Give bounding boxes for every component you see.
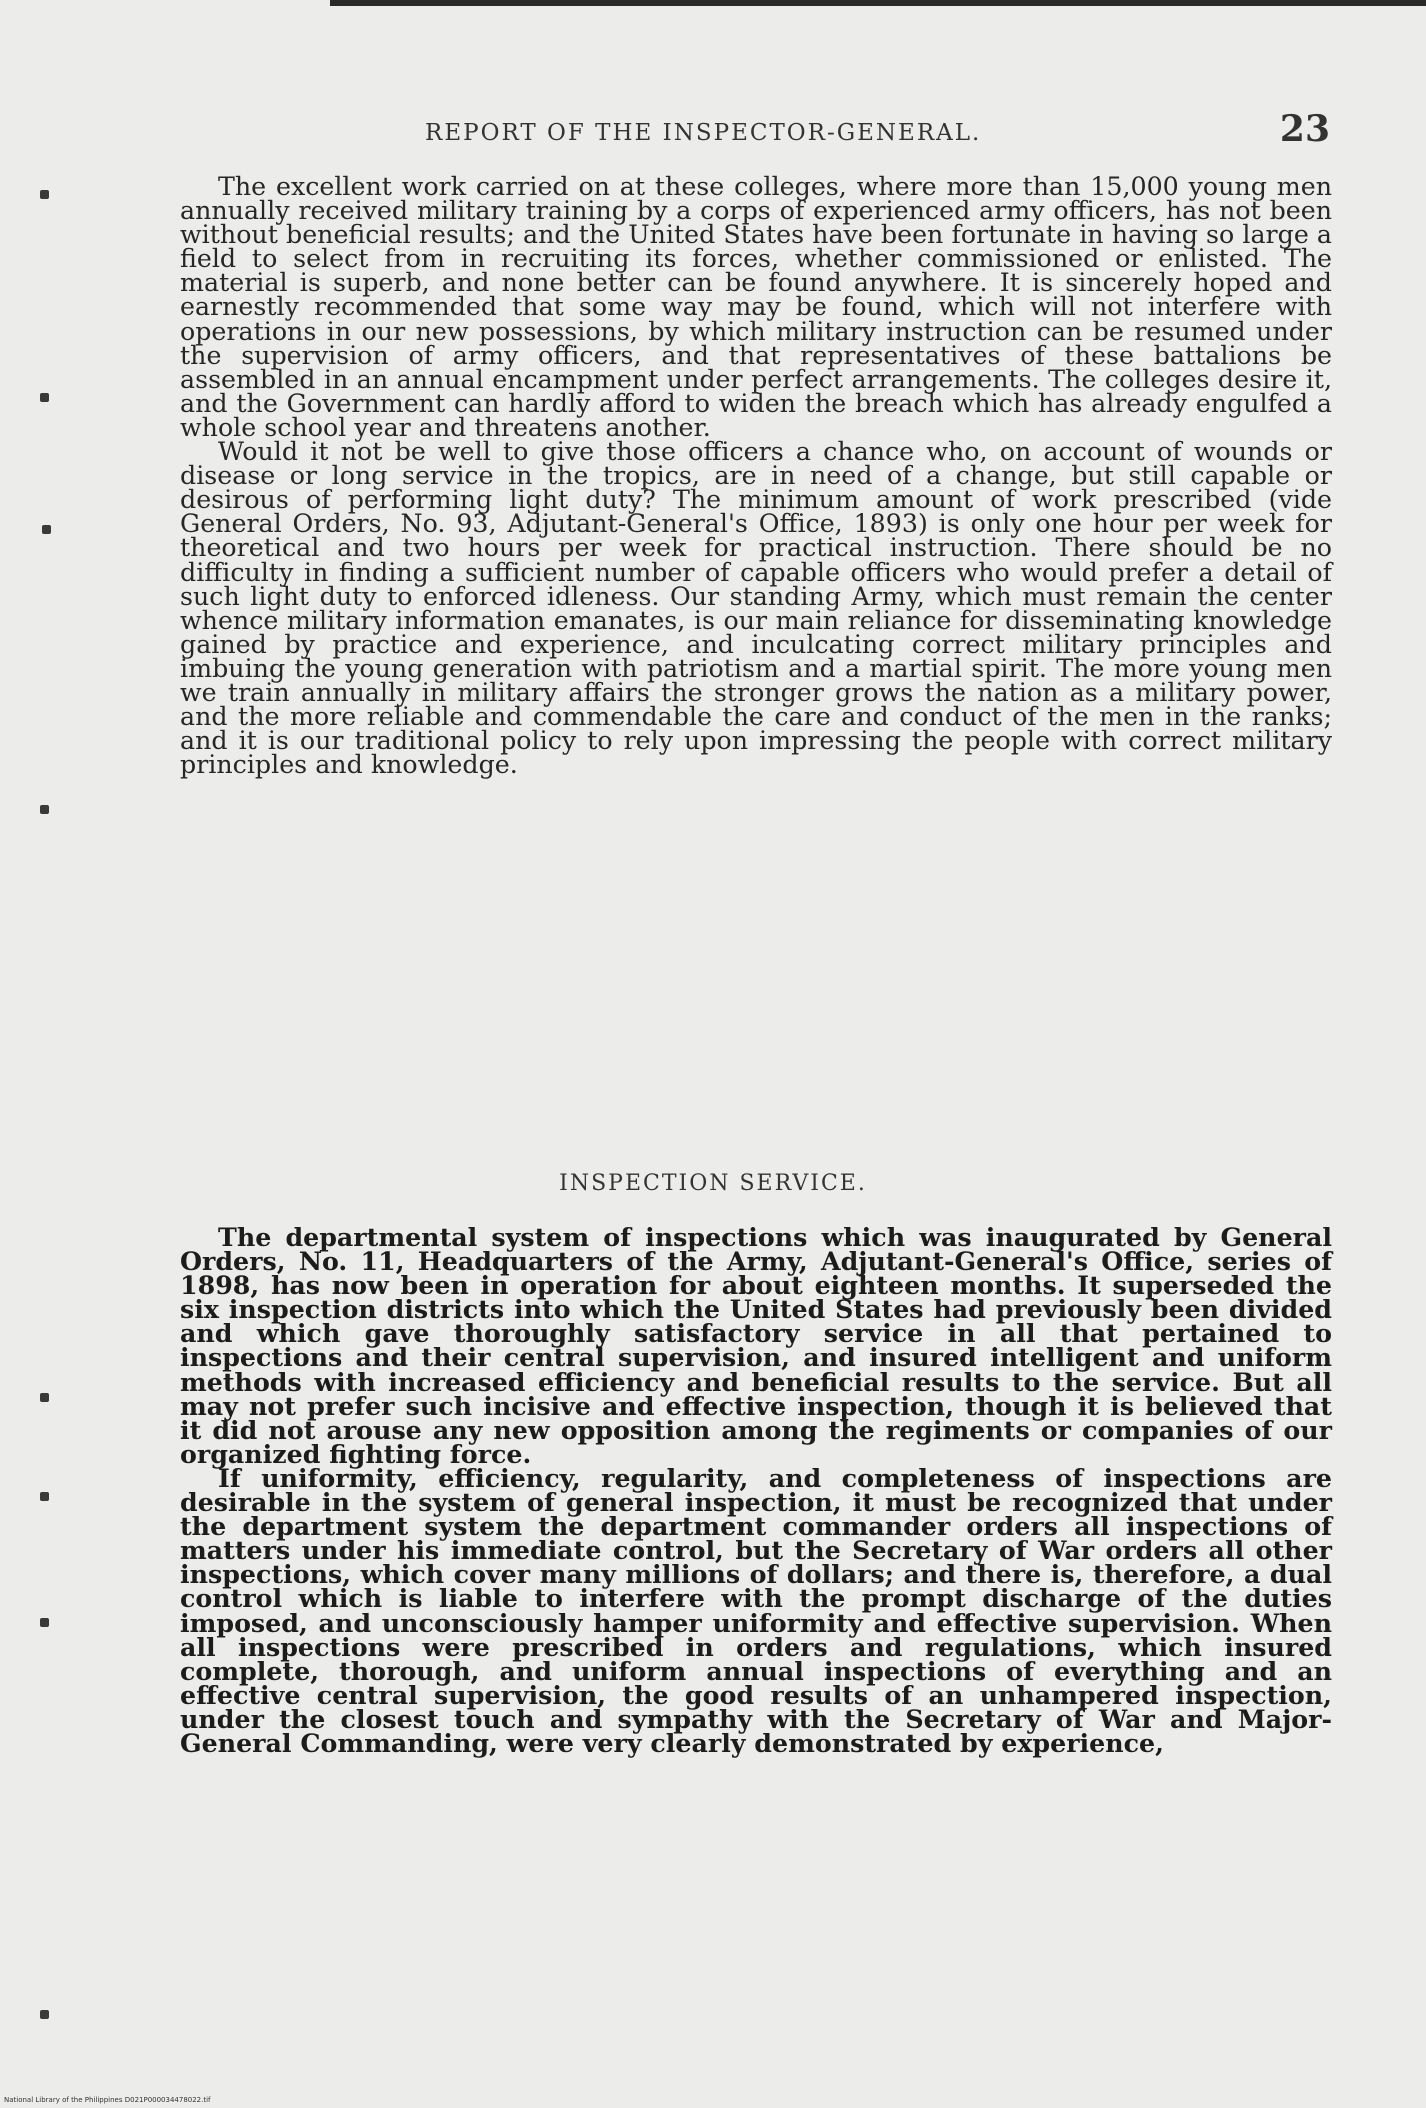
scan-footer-credit: National Library of the Philippines D021P000034478022.tif bbox=[4, 2096, 211, 2104]
binding-hole-mark bbox=[40, 1393, 49, 1402]
section-heading: INSPECTION SERVICE. bbox=[559, 1171, 867, 1196]
paragraph-uniformity: If uniformity, efficiency, regularity, and completeness of inspections are desirable in the system of general inspection, it must be recognized that under the department system the department commander orders all inspections of matters under his immediate control, but the Secretary of War orders all other inspections, which cover many millions of dollars; and there is, therefore, a dual control which is liable to interfere with the prompt discharge of the duties imposed, and unconsciously hamper uniformity and effective supervision. When all inspections were prescribed in orders and regulations, which insured complete, thorough, and uniform annual inspections of everything and an effective central supervision, the good results of an unhampered inspection, under the closest touch and sympathy with the Secretary of War and Major-General Commanding, were very clearly demonstrated by experience, bbox=[180, 1462, 1332, 1758]
scan-edge-bar bbox=[330, 0, 1426, 6]
paragraph-officers-detail: Would it not be well to give those officers a chance who, on account of wounds or disease or long service in the tropics, are in need of a change, but still capable or desirous of performing light duty? The minimum amount of work prescribed (vide General Orders, No. 93, Adjutant-General's Office, 1893) is only one hour per week for theoretical and two hours per week for practical instruction. There should be no difficulty in finding a sufficient number of capable officers who would prefer a detail of such light duty to enforced idleness. Our standing Army, which must remain the center whence military information emanates, is our main reliance for disseminating knowledge gained by practice and experience, and inculcating correct military principles and imbuing the young generation with patriotism and a martial spirit. The more young men we train annually in military affairs the stronger grows the nation as a military power, and the more reliable and commendable the care and conduct of the men in the ranks; and it is our traditional policy to rely upon impressing the people with correct military principles and knowledge. bbox=[180, 437, 1332, 780]
paragraph-colleges: The excellent work carried on at these colleges, where more than 15,000 young men annually received military training by a corps of experienced army officers, has not been without beneficial results; and the United States have been fortunate in having so large a field to select from in recruiting its forces, whether commissioned or enlisted. The material is superb, and none better can be found anywhere. It is sincerely hoped and earnestly recommended that some way may be found, which will not interfere with operations in our new possessions, by which military instruction can be resumed under the supervision of army officers, and that representatives of these battalions be assembled in an annual encampment under perfect arrangements. The colleges desire it, and the Government can hardly afford to widen the breach which has already engulfed a whole school year and threatens another. bbox=[180, 172, 1332, 442]
page-number: 23 bbox=[1279, 108, 1330, 150]
body-text-part2 bbox=[180, 1222, 1332, 1758]
body-text-part1 bbox=[180, 172, 1332, 780]
page-header bbox=[180, 108, 1340, 162]
binding-hole-mark bbox=[40, 1618, 49, 1627]
binding-hole-mark bbox=[42, 525, 51, 534]
binding-hole-mark bbox=[40, 805, 49, 814]
binding-hole-mark bbox=[40, 2010, 49, 2019]
running-head: REPORT OF THE INSPECTOR-GENERAL. bbox=[425, 120, 982, 146]
binding-hole-mark bbox=[40, 393, 49, 402]
binding-hole-mark bbox=[40, 190, 49, 199]
paragraph-departmental-system: The departmental system of inspections which was inaugurated by General Orders, No. 11, Headquarters of the Army, Adjutant-General's Office, series of 1898, has now been in operation for about eighteen months. It superseded the six inspection districts into which the United States had previously been divided and which gave thoroughly satisfactory service in all that pertained to inspections and their central supervision, and insured intelligent and uniform methods with increased efficiency and beneficial results to the service. But all may not prefer such incisive and effective inspection, though it is believed that it did not arouse any new opposition among the regiments or companies of our organized fighting force. bbox=[180, 1222, 1332, 1469]
binding-hole-mark bbox=[40, 1492, 49, 1501]
